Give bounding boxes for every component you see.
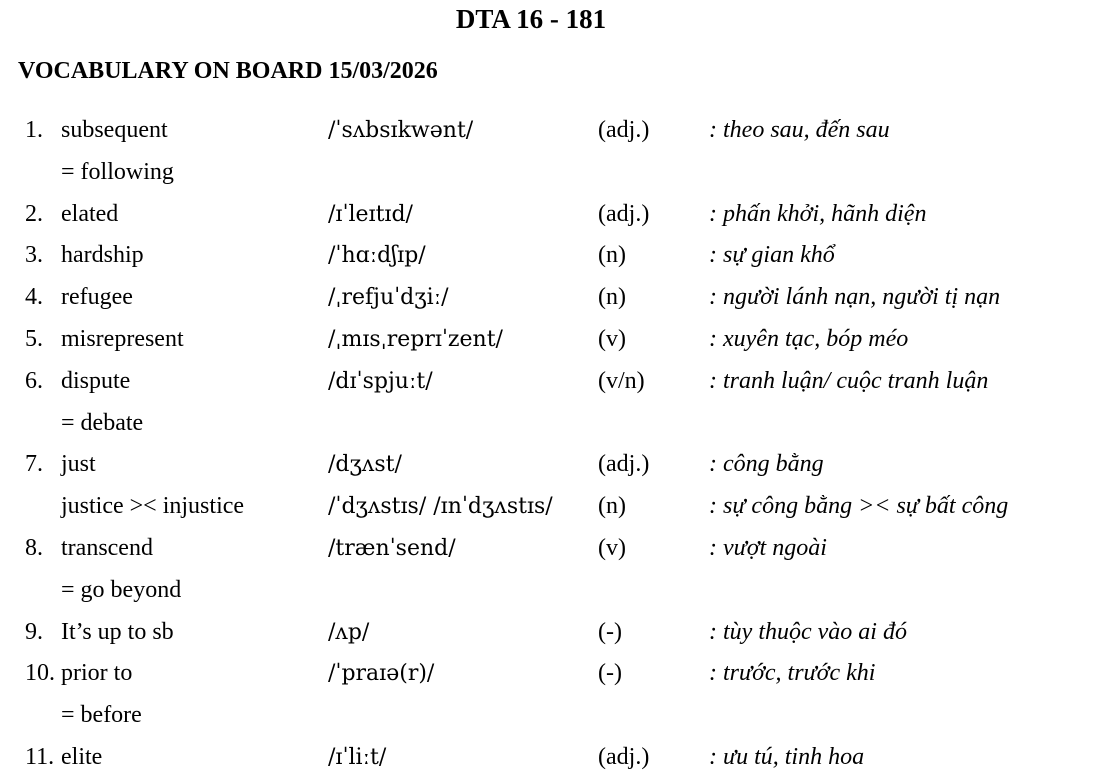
vocab-word: elite	[61, 743, 103, 770]
item-number: 1.	[25, 117, 43, 143]
item-number: 6.	[25, 367, 43, 394]
vocab-row	[0, 612, 1106, 654]
vocab-word: prior to	[61, 660, 133, 687]
vocab-word: misrepresent	[61, 325, 184, 352]
vocab-word: = following	[61, 158, 174, 185]
vocab-row	[0, 570, 1106, 612]
part-of-speech: (n)	[598, 493, 626, 520]
item-number: 3.	[25, 242, 43, 269]
ipa-transcription: /ʌp/	[328, 619, 370, 645]
vocab-word: transcend	[61, 534, 153, 561]
part-of-speech: (adj.)	[598, 451, 650, 478]
item-number: 9.	[25, 618, 43, 645]
vocab-row	[0, 110, 1106, 152]
vocab-meaning: : sự công bằng >< sự bất công	[709, 493, 1009, 520]
vocab-meaning: : phấn khởi, hãnh diện	[709, 200, 927, 227]
ipa-transcription: /ˌmɪsˌreprɪˈzent/	[328, 326, 503, 352]
vocab-row	[0, 277, 1106, 319]
vocab-row	[0, 528, 1106, 570]
vocab-row	[0, 737, 1106, 779]
item-number: 4.	[25, 284, 43, 311]
vocab-row	[0, 319, 1106, 361]
section-heading: VOCABULARY ON BOARD 15/03/2026	[18, 58, 438, 84]
vocab-meaning: : vượt ngoài	[709, 534, 827, 561]
vocab-row	[0, 194, 1106, 236]
part-of-speech: (adj.)	[598, 743, 650, 770]
vocab-word: = debate	[61, 409, 144, 436]
ipa-transcription: /ˌrefjuˈdʒiː/	[328, 285, 449, 311]
part-of-speech: (v/n)	[598, 367, 645, 394]
ipa-transcription: /ˈdʒʌstɪs/ /ɪnˈdʒʌstɪs/	[328, 494, 553, 520]
vocab-meaning: : theo sau, đến sau	[709, 117, 890, 143]
vocab-row	[0, 235, 1106, 277]
vocab-word: refugee	[61, 284, 133, 311]
vocab-row	[0, 695, 1106, 737]
vocab-word: elated	[61, 200, 119, 227]
ipa-transcription: /ˈpraɪə(r)/	[328, 661, 435, 687]
vocab-word: It’s up to sb	[61, 618, 174, 645]
item-number: 2.	[25, 200, 43, 227]
part-of-speech: (v)	[598, 534, 626, 561]
vocab-word: dispute	[61, 367, 131, 394]
vocab-word: hardship	[61, 242, 144, 269]
ipa-transcription: /dɪˈspjuːt/	[328, 368, 433, 394]
vocab-word: = go beyond	[61, 576, 182, 603]
ipa-transcription: /ɪˈleɪtɪd/	[328, 201, 413, 227]
part-of-speech: (v)	[598, 325, 626, 352]
vocab-row	[0, 444, 1106, 486]
vocab-meaning: : tranh luận/ cuộc tranh luận	[709, 367, 989, 394]
vocabulary-list	[0, 110, 1106, 779]
ipa-transcription: /ɪˈliːt/	[328, 744, 387, 770]
ipa-transcription: /trænˈsend/	[328, 535, 456, 561]
part-of-speech: (n)	[598, 242, 626, 269]
vocab-meaning: : công bằng	[709, 451, 824, 478]
vocab-word: = before	[61, 702, 142, 729]
part-of-speech: (-)	[598, 618, 622, 645]
vocab-word: subsequent	[61, 117, 168, 143]
ipa-transcription: /ˈhɑːdʃɪp/	[328, 243, 426, 269]
vocab-meaning: : trước, trước khi	[709, 660, 876, 687]
part-of-speech: (n)	[598, 284, 626, 311]
vocab-meaning: : sự gian khổ	[709, 242, 835, 269]
vocab-meaning: : xuyên tạc, bóp méo	[709, 325, 909, 352]
vocab-word: just	[61, 451, 96, 478]
vocab-word: justice >< injustice	[61, 493, 245, 520]
ipa-transcription: /ˈsʌbsɪkwənt/	[328, 118, 474, 143]
ipa-transcription: /dʒʌst/	[328, 452, 402, 478]
item-number: 8.	[25, 534, 43, 561]
item-number: 7.	[25, 451, 43, 478]
part-of-speech: (adj.)	[598, 200, 650, 227]
vocab-meaning: : ưu tú, tinh hoa	[709, 743, 865, 770]
vocab-row	[0, 152, 1106, 194]
item-number: 11.	[25, 743, 55, 770]
part-of-speech: (adj.)	[598, 117, 650, 143]
part-of-speech: (-)	[598, 660, 622, 687]
vocab-meaning: : người lánh nạn, người tị nạn	[709, 284, 1001, 311]
vocab-row	[0, 361, 1106, 403]
item-number: 10.	[25, 660, 55, 687]
vocab-row	[0, 486, 1106, 528]
vocab-row	[0, 653, 1106, 695]
vocab-row	[0, 403, 1106, 445]
item-number: 5.	[25, 325, 43, 352]
vocab-meaning: : tùy thuộc vào ai đó	[709, 618, 907, 645]
page-title: DTA 16 - 181	[455, 4, 607, 34]
